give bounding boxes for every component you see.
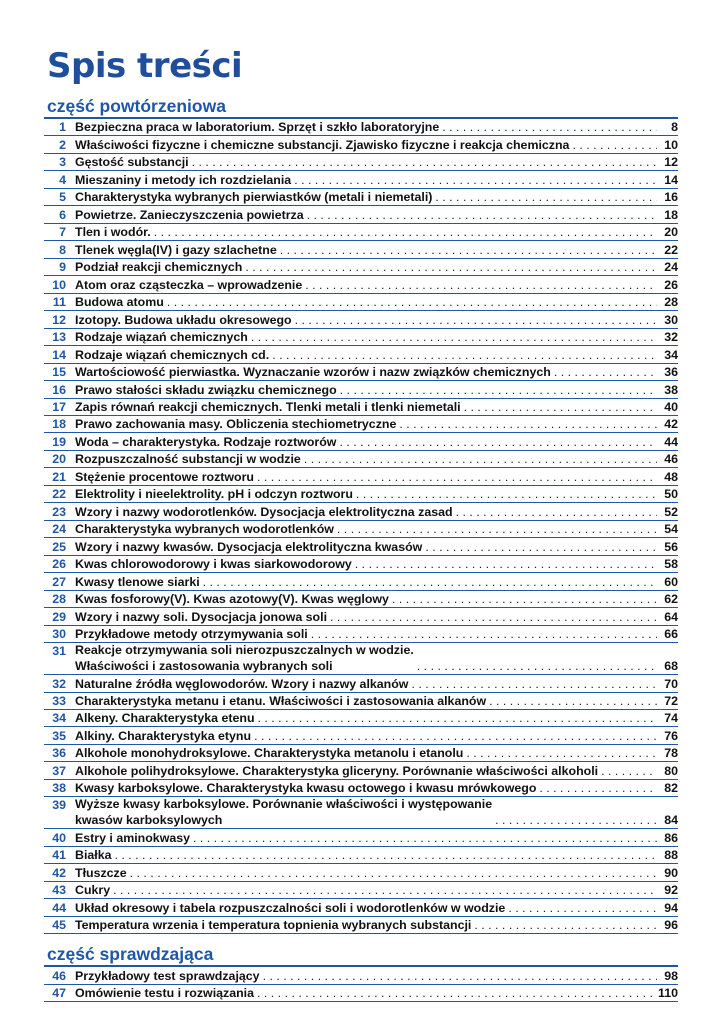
toc-entry[interactable]	[44, 346, 678, 363]
toc-entry[interactable]	[44, 433, 678, 450]
entry-body	[75, 643, 678, 674]
entry-body	[75, 138, 678, 153]
toc-entry[interactable]	[44, 864, 678, 881]
entry-page-number: 88	[664, 848, 678, 863]
dot-leader	[539, 781, 657, 796]
entry-number: 5	[59, 190, 66, 205]
dot-leader	[193, 831, 657, 846]
toc-entry[interactable]	[44, 189, 678, 206]
dot-leader	[203, 575, 657, 590]
entry-number: 40	[52, 830, 66, 845]
dot-leader	[295, 313, 657, 328]
toc-entry[interactable]	[44, 917, 678, 934]
toc-entry[interactable]	[44, 399, 678, 416]
entry-page-number: 62	[664, 592, 678, 607]
entry-title: Alkohole monohydroksylowe. Charakterystyka metanolu i etanolu	[75, 746, 464, 761]
entry-number: 25	[52, 539, 66, 554]
toc-entry[interactable]	[44, 364, 678, 381]
entry-page-number: 32	[664, 330, 678, 345]
entry-page-number: 96	[664, 918, 678, 933]
entry-body	[75, 278, 678, 293]
entry-number: 24	[52, 522, 66, 537]
toc-entry[interactable]	[44, 745, 678, 762]
entry-title: Przykładowy test sprawdzający	[75, 968, 260, 983]
toc-entry-list	[44, 965, 678, 1002]
entry-page-number: 34	[664, 347, 678, 362]
dot-leader	[435, 190, 657, 205]
dot-leader	[192, 155, 657, 170]
entry-title: Właściwości fizyczne i chemiczne substancji. Zjawisko fizyczne i reakcja chemiczna	[75, 137, 570, 152]
entry-body	[75, 831, 678, 846]
entry-body	[75, 348, 678, 363]
toc-section	[44, 96, 678, 934]
entry-title: Kwasy karboksylowe. Charakterystyka kwasu octowego i kwasu mrówkowego	[75, 781, 537, 796]
entry-body	[75, 729, 678, 744]
entry-title: Kwasy tlenowe siarki	[75, 574, 200, 589]
entry-title: Estry i aminokwasy	[75, 830, 191, 845]
toc-entry[interactable]	[44, 693, 678, 710]
entry-page-number: 10	[664, 137, 678, 152]
entry-page-number: 58	[664, 557, 678, 572]
dot-leader	[330, 610, 657, 625]
entry-page-number: 50	[664, 487, 678, 502]
toc-entry[interactable]	[44, 154, 678, 171]
dot-leader	[263, 969, 657, 984]
toc-entry[interactable]	[44, 468, 678, 485]
entry-body	[75, 417, 678, 432]
dot-leader	[272, 348, 657, 363]
entry-page-number: 40	[664, 399, 678, 414]
entry-title: Powietrze. Zanieczyszczenia powietrza	[75, 207, 304, 222]
entry-page-number: 82	[664, 781, 678, 796]
entry-page-number: 92	[664, 883, 678, 898]
entry-title: Charakterystyka wybranych pierwiastków (metali i niemetali)	[75, 190, 433, 205]
entry-body	[75, 313, 678, 328]
entry-page-number: 12	[664, 155, 678, 170]
section-title: część powtórzeniowa	[47, 96, 226, 116]
entry-page-number: 98	[664, 968, 678, 983]
dot-leader	[442, 120, 657, 135]
entry-body	[75, 155, 678, 170]
entry-number: 47	[52, 986, 66, 1001]
entry-body	[75, 540, 678, 555]
dot-leader	[337, 522, 657, 537]
toc-entry[interactable]	[44, 294, 678, 311]
entry-title: Gęstość substancji	[75, 155, 189, 170]
entry-number: 19	[52, 434, 66, 449]
dot-leader	[154, 225, 657, 240]
entry-title: Zapis równań reakcji chemicznych. Tlenki metali i tlenki niemetali	[75, 399, 461, 414]
entry-body	[75, 918, 678, 933]
entry-number: 9	[59, 260, 66, 275]
entry-number: 7	[59, 225, 66, 240]
dot-leader	[305, 278, 657, 293]
dot-leader	[495, 813, 657, 828]
entry-number: 11	[52, 295, 66, 310]
entry-body	[75, 190, 678, 205]
toc-entry[interactable]	[44, 899, 678, 916]
dot-leader	[411, 677, 657, 692]
toc-entry[interactable]	[44, 451, 678, 468]
entry-page-number: 64	[664, 609, 678, 624]
entry-number: 28	[52, 592, 66, 607]
entry-body	[75, 901, 678, 916]
entry-title: Tłuszcze	[75, 865, 127, 880]
entry-title: Wyższe kwasy karboksylowe. Porównanie właściwości i występowanie kwasów karboksylowych	[75, 797, 493, 827]
entry-number: 4	[59, 172, 66, 187]
dot-leader	[399, 417, 657, 432]
toc-entry[interactable]	[44, 727, 678, 744]
entry-body	[75, 487, 678, 502]
entry-number: 37	[52, 763, 66, 778]
entry-page-number: 18	[664, 207, 678, 222]
dot-leader	[294, 173, 657, 188]
entry-page-number: 8	[671, 120, 678, 135]
entry-page-number: 76	[664, 728, 678, 743]
entry-title: Woda – charakterystyka. Rodzaje roztworów	[75, 434, 337, 449]
entry-body	[75, 764, 678, 779]
entry-page-number: 24	[664, 260, 678, 275]
entry-title: Tlen i wodór.	[75, 225, 151, 240]
entry-number: 3	[59, 155, 66, 170]
entry-number: 22	[52, 487, 66, 502]
entry-page-number: 60	[664, 574, 678, 589]
entry-title: Bezpieczna praca w laboratorium. Sprzęt i szkło laboratoryjne	[75, 120, 440, 135]
toc-entry[interactable]	[44, 136, 678, 153]
entry-title: Rodzaje wiązań chemicznych	[75, 330, 248, 345]
dot-leader	[489, 694, 657, 709]
dot-leader	[257, 986, 655, 1001]
entry-body	[75, 746, 678, 761]
entry-title: Rodzaje wiązań chemicznych cd.	[75, 347, 270, 362]
entry-title: Wartościowość pierwiastka. Wyznaczanie wzorów i nazw związków chemicznych	[75, 365, 551, 380]
entry-number: 12	[52, 312, 66, 327]
toc-section	[44, 944, 678, 1002]
entry-title: Cukry	[75, 883, 111, 898]
toc-entry[interactable]	[44, 573, 678, 590]
entry-body	[75, 557, 678, 572]
entry-body	[75, 260, 678, 275]
toc-entry[interactable]	[44, 381, 678, 398]
entry-number: 29	[52, 609, 66, 624]
entry-body	[75, 575, 678, 590]
entry-page-number: 56	[664, 539, 678, 554]
entry-number: 21	[52, 469, 66, 484]
entry-title: Kwas chlorowodorowy i kwas siarkowodorowy	[75, 557, 352, 572]
entry-title: Charakterystyka wybranych wodorotlenków	[75, 522, 334, 537]
dot-leader	[254, 729, 657, 744]
entry-body	[75, 610, 678, 625]
entry-page-number: 14	[664, 172, 678, 187]
entry-page-number: 46	[664, 452, 678, 467]
entry-body	[75, 243, 678, 258]
entry-body	[75, 677, 678, 692]
toc-entry[interactable]	[44, 847, 678, 864]
toc-entry[interactable]	[44, 556, 678, 573]
entry-body	[75, 883, 678, 898]
entry-body	[75, 295, 678, 310]
toc-entry[interactable]	[44, 643, 678, 675]
entry-number: 13	[52, 330, 66, 345]
entry-title: Wzory i nazwy wodorotlenków. Dysocjacja elektrolityczna zasad	[75, 504, 453, 519]
toc-entry[interactable]	[44, 206, 678, 223]
page-title: Spis treści	[47, 46, 243, 86]
entry-page-number: 70	[664, 676, 678, 691]
toc-entry[interactable]	[44, 224, 678, 241]
dot-leader	[340, 383, 657, 398]
entry-number: 15	[52, 365, 66, 380]
entry-number: 31	[52, 644, 66, 659]
entry-title: Stężenie procentowe roztworu	[75, 469, 254, 484]
entry-page-number: 54	[664, 522, 678, 537]
entry-number: 33	[52, 694, 66, 708]
dot-leader	[508, 901, 657, 916]
entry-page-number: 78	[664, 746, 678, 761]
entry-body	[75, 969, 678, 984]
entry-body	[75, 781, 678, 796]
dot-leader	[355, 557, 657, 572]
entry-number: 8	[59, 242, 66, 257]
toc-entry[interactable]	[44, 276, 678, 293]
dot-leader	[251, 330, 657, 345]
entry-body	[75, 208, 678, 223]
entry-title: Naturalne źródła węglowodorów. Wzory i nazwy alkanów	[75, 676, 409, 691]
entry-page-number: 110	[658, 986, 678, 1001]
entry-body	[75, 866, 678, 881]
toc-entry[interactable]	[44, 486, 678, 503]
dot-leader	[245, 260, 657, 275]
dot-leader	[601, 764, 657, 779]
dot-leader	[167, 295, 657, 310]
entry-body	[75, 797, 678, 828]
entry-page-number: 52	[664, 504, 678, 519]
toc-entry[interactable]	[44, 241, 678, 258]
dot-leader	[113, 883, 657, 898]
entry-title: Wzory i nazwy soli. Dysocjacja jonowa soli	[75, 609, 328, 624]
entry-number: 38	[52, 781, 66, 796]
entry-page-number: 38	[664, 382, 678, 397]
dot-leader	[257, 470, 657, 485]
entry-title: Prawo zachowania masy. Obliczenia stechiometryczne	[75, 417, 397, 432]
entry-body	[75, 470, 678, 485]
entry-page-number: 30	[664, 312, 678, 327]
dot-leader	[311, 627, 657, 642]
entry-page-number: 16	[664, 190, 678, 205]
entry-title: Temperatura wrzenia i temperatura topnienia wybranych substancji	[75, 918, 472, 933]
entry-body	[75, 435, 678, 450]
entry-number: 32	[52, 676, 66, 691]
dot-leader	[130, 866, 657, 881]
entry-page-number: 42	[664, 417, 678, 432]
entry-number: 6	[59, 207, 66, 222]
toc-entry[interactable]	[44, 259, 678, 276]
entry-number: 16	[52, 382, 66, 397]
toc-entry[interactable]	[44, 710, 678, 727]
toc-entry[interactable]	[44, 780, 678, 797]
entry-number: 45	[52, 918, 66, 933]
toc-entry-list	[44, 117, 678, 934]
entry-title: Budowa atomu	[75, 295, 164, 310]
toc-entry[interactable]	[44, 311, 678, 328]
toc-entry[interactable]	[44, 762, 678, 779]
section-title: część sprawdzająca	[47, 944, 214, 965]
entry-title: Alkeny. Charakterystyka etenu	[75, 711, 255, 726]
entry-body	[75, 986, 678, 1001]
dot-leader	[425, 540, 657, 555]
entry-page-number: 94	[664, 900, 678, 915]
dot-leader	[456, 505, 657, 520]
entry-number: 30	[52, 627, 66, 642]
entry-body	[75, 848, 678, 863]
entry-body	[75, 627, 678, 642]
entry-number: 10	[52, 277, 66, 292]
entry-page-number: 66	[664, 627, 678, 642]
entry-body	[75, 694, 678, 709]
dot-leader	[307, 208, 657, 223]
entry-body	[75, 592, 678, 607]
entry-body	[75, 452, 678, 467]
toc-entry[interactable]	[44, 626, 678, 643]
entry-number: 44	[52, 900, 66, 915]
entry-number: 42	[52, 865, 66, 880]
entry-title: Izotopy. Budowa układu okresowego	[75, 312, 292, 327]
entry-title: Podział reakcji chemicznych	[75, 260, 243, 275]
entry-title: Przykładowe metody otrzymywania soli	[75, 627, 308, 642]
toc-entry[interactable]	[44, 675, 678, 692]
entry-title: Alkiny. Charakterystyka etynu	[75, 728, 252, 743]
entry-page-number: 68	[664, 659, 678, 674]
toc-entry[interactable]	[44, 829, 678, 846]
entry-body	[75, 120, 678, 135]
dot-leader	[392, 592, 657, 607]
dot-leader	[554, 365, 657, 380]
entry-page-number: 86	[664, 830, 678, 845]
entry-title: Reakcje otrzymywania soli nierozpuszczalnych w wodzie. Właściwości i zastosowania wybranych soli	[75, 643, 414, 673]
entry-number: 41	[52, 848, 66, 863]
entry-title: Tlenek węgla(IV) i gazy szlachetne	[75, 242, 277, 257]
toc-entry[interactable]	[44, 416, 678, 433]
entry-body	[75, 173, 678, 188]
entry-title: Omówienie testu i rozwiązania	[75, 986, 255, 1001]
entry-number: 36	[52, 746, 66, 761]
entry-body	[75, 330, 678, 345]
entry-page-number: 74	[664, 711, 678, 726]
entry-page-number: 44	[664, 434, 678, 449]
entry-number: 43	[52, 883, 66, 898]
dot-leader	[356, 487, 657, 502]
entry-number: 26	[52, 557, 66, 572]
entry-body	[75, 365, 678, 380]
toc-sections	[44, 96, 678, 1002]
toc-entry[interactable]	[44, 608, 678, 625]
toc-entry[interactable]	[44, 967, 678, 984]
dot-leader	[417, 659, 657, 674]
entry-title: Białka	[75, 848, 112, 863]
toc-entry[interactable]	[44, 503, 678, 520]
entry-page-number: 72	[664, 694, 678, 708]
entry-body	[75, 400, 678, 415]
toc-entry[interactable]	[44, 882, 678, 899]
dot-leader	[304, 452, 657, 467]
entry-number: 39	[52, 798, 66, 813]
entry-title: Rozpuszczalność substancji w wodzie	[75, 452, 301, 467]
entry-page-number: 22	[664, 242, 678, 257]
entry-number: 23	[52, 504, 66, 519]
toc-entry[interactable]	[44, 591, 678, 608]
entry-title: Charakterystyka metanu i etanu. Właściwości i zastosowania alkanów	[75, 694, 487, 708]
entry-title: Atom oraz cząsteczka – wprowadzenie	[75, 277, 303, 292]
entry-number: 34	[52, 711, 66, 726]
dot-leader	[464, 400, 657, 415]
entry-body	[75, 225, 678, 240]
entry-body	[75, 711, 678, 726]
entry-number: 46	[52, 968, 66, 983]
entry-body	[75, 505, 678, 520]
toc-entry[interactable]	[44, 985, 678, 1002]
dot-leader	[466, 746, 657, 761]
toc-page	[44, 46, 678, 1012]
entry-body	[75, 522, 678, 537]
toc-entry[interactable]	[44, 521, 678, 538]
entry-title: Wzory i nazwy kwasów. Dysocjacja elektrolityczna kwasów	[75, 539, 423, 554]
entry-number: 20	[52, 452, 66, 467]
entry-number: 17	[52, 399, 66, 414]
entry-number: 2	[59, 137, 66, 152]
entry-number: 35	[52, 728, 66, 743]
entry-title: Mieszaniny i metody ich rozdzielania	[75, 172, 292, 187]
toc-entry[interactable]	[44, 171, 678, 188]
dot-leader	[258, 711, 657, 726]
dot-leader	[280, 243, 657, 258]
toc-entry[interactable]	[44, 119, 678, 136]
entry-page-number: 36	[664, 365, 678, 380]
entry-body	[75, 383, 678, 398]
entry-title: Prawo stałości składu związku chemicznego	[75, 382, 337, 397]
entry-page-number: 84	[664, 813, 678, 828]
entry-page-number: 48	[664, 469, 678, 484]
entry-page-number: 20	[664, 225, 678, 240]
toc-entry[interactable]	[44, 329, 678, 346]
dot-leader	[339, 435, 657, 450]
entry-title: Alkohole polihydroksylowe. Charakterystyka gliceryny. Porównanie właściwości alkoholi	[75, 763, 599, 778]
entry-title: Kwas fosforowy(V). Kwas azotowy(V). Kwas węglowy	[75, 592, 389, 607]
entry-number: 18	[52, 417, 66, 432]
toc-entry[interactable]	[44, 797, 678, 829]
entry-page-number: 80	[664, 763, 678, 778]
entry-number: 14	[52, 347, 66, 362]
dot-leader	[572, 138, 657, 153]
dot-leader	[474, 918, 657, 933]
entry-page-number: 26	[664, 277, 678, 292]
dot-leader	[115, 848, 657, 863]
entry-number: 1	[59, 120, 66, 135]
entry-page-number: 28	[664, 295, 678, 310]
entry-page-number: 90	[664, 865, 678, 880]
entry-title: Układ okresowy i tabela rozpuszczalności soli i wodorotlenków w wodzie	[75, 900, 506, 915]
toc-entry[interactable]	[44, 538, 678, 555]
entry-title: Elektrolity i nieelektrolity. pH i odczyn roztworu	[75, 487, 353, 502]
entry-number: 27	[52, 574, 66, 589]
